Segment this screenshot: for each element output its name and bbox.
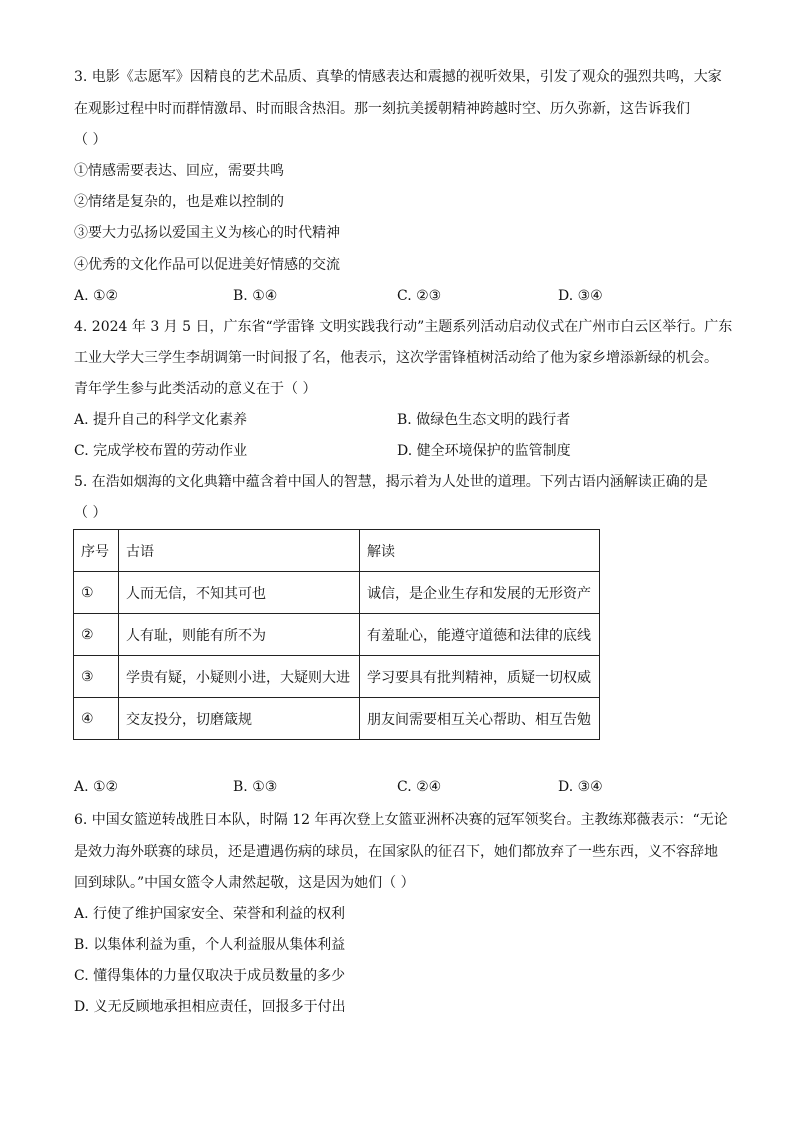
q6-stem-line-3: 回到球队。”中国女篮令人肃然起敬，这是因为她们（ ）	[74, 875, 415, 891]
table-cell: ②	[74, 614, 119, 656]
table-cell: 学习要具有批判精神，质疑一切权威	[360, 656, 600, 698]
q3-option-c: C. ②③	[397, 288, 442, 304]
q3-option-a: A. ①②	[74, 288, 119, 304]
q3-item-1: ①情感需要表达、回应，需要共鸣	[74, 163, 284, 179]
q3-stem-line-2: 在观影过程中时而群情激昂、时而眼含热泪。那一刻抗美援朝精神跨越时空、历久弥新，这告诉我们	[74, 101, 690, 117]
table-row	[74, 656, 600, 698]
q5-option-b: B. ①③	[233, 779, 278, 795]
table-cell: 交友投分，切磨箴规	[119, 698, 360, 740]
q4-stem-line-1: 4. 2024 年 3 月 5 日，广东省“学雷锋 文明实践我行动”主题系列活动启动仪式在广州市白云区举行。广东	[74, 319, 733, 335]
q6-option-c: C. 懂得集体的力量仅取决于成员数量的多少	[74, 968, 346, 984]
q3-stem-line-1: 3. 电影《志愿军》因精良的艺术品质、真挚的情感表达和震撼的视听效果，引发了观众的强烈共鸣，大家	[74, 69, 722, 85]
table-cell: 人有耻，则能有所不为	[119, 614, 360, 656]
q5-answer-blank: （ ）	[74, 505, 107, 521]
q3-item-4: ④优秀的文化作品可以促进美好情感的交流	[74, 257, 340, 273]
q5-option-d: D. ③④	[558, 779, 603, 795]
table-cell: 朋友间需要相互关心帮助、相互告勉	[360, 698, 600, 740]
q5-stem-line-1: 5. 在浩如烟海的文化典籍中蕴含着中国人的智慧，揭示着为人处世的道理。下列古语内涵解读正确的是	[74, 474, 708, 490]
table-cell: 有羞耻心，能遵守道德和法律的底线	[360, 614, 600, 656]
q5-option-a: A. ①②	[74, 779, 119, 795]
q3-option-b: B. ①④	[233, 288, 278, 304]
table-row	[74, 614, 600, 656]
table-header-cell: 古语	[119, 530, 360, 572]
q4-option-d: D. 健全环境保护的监管制度	[397, 443, 571, 459]
q3-option-d: D. ③④	[558, 288, 603, 304]
table-header-row	[74, 530, 600, 572]
q6-option-a: A. 行使了维护国家安全、荣誉和利益的权利	[74, 906, 346, 922]
q4-option-c: C. 完成学校布置的劳动作业	[74, 443, 248, 459]
table-row	[74, 698, 600, 740]
table-cell: ④	[74, 698, 119, 740]
q3-item-3: ③要大力弘扬以爱国主义为核心的时代精神	[74, 225, 340, 241]
q3-item-2: ②情绪是复杂的，也是难以控制的	[74, 194, 284, 210]
table-row	[74, 572, 600, 614]
table-cell: ③	[74, 656, 119, 698]
table-header-cell: 解读	[360, 530, 600, 572]
q4-stem-line-3: 青年学生参与此类活动的意义在于（ ）	[74, 381, 317, 397]
q5-table	[73, 529, 600, 740]
table-cell: 学贵有疑，小疑则小进，大疑则大进	[119, 656, 360, 698]
q4-option-b: B. 做绿色生态文明的践行者	[397, 412, 571, 428]
q3-answer-blank: （ ）	[74, 132, 107, 148]
q6-option-d: D. 义无反顾地承担相应责任，回报多于付出	[74, 999, 346, 1015]
q4-stem-line-2: 工业大学大三学生李胡调第一时间报了名，他表示，这次学雷锋植树活动给了他为家乡增添新绿的机会。	[74, 350, 718, 366]
table-header-cell: 序号	[74, 530, 119, 572]
table-cell: 人而无信，不知其可也	[119, 572, 360, 614]
q6-option-b: B. 以集体利益为重，个人利益服从集体利益	[74, 937, 346, 953]
q6-stem-line-1: 6. 中国女篮逆转战胜日本队，时隔 12 年再次登上女篮亚洲杯决赛的冠军领奖台。主教练郑薇表示：“无论	[74, 812, 728, 828]
q4-option-a: A. 提升自己的科学文化素养	[74, 412, 248, 428]
q6-stem-line-2: 是效力海外联赛的球员，还是遭遇伤病的球员，在国家队的征召下，她们都放弃了一些东西，义不容辞地	[74, 844, 718, 860]
table-cell: ①	[74, 572, 119, 614]
q5-option-c: C. ②④	[397, 779, 442, 795]
table-cell: 诚信，是企业生存和发展的无形资产	[360, 572, 600, 614]
